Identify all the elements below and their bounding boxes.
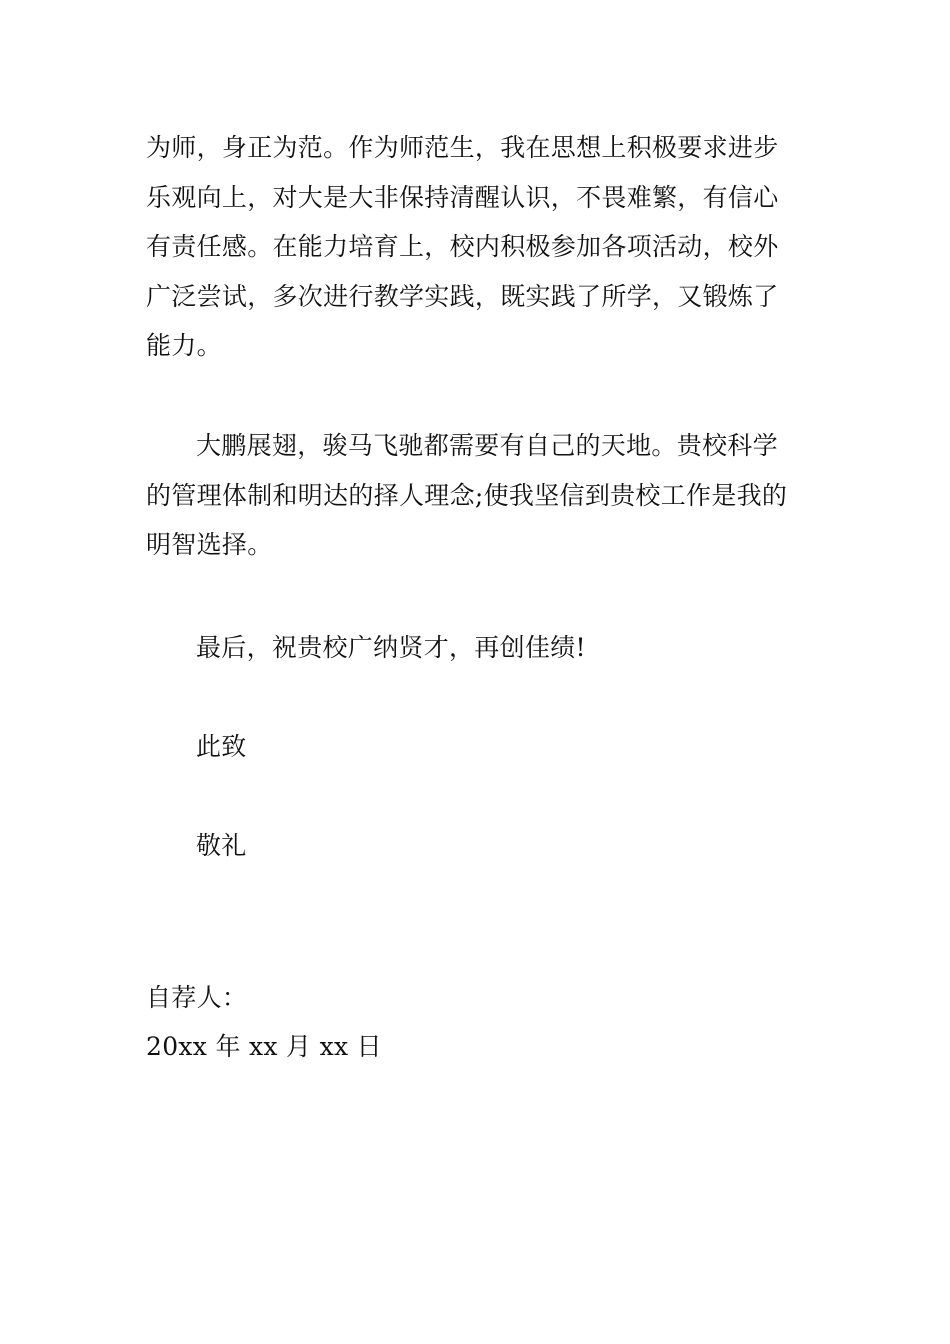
paragraph-line: 大鹏展翅，骏马飞驰都需要有自己的天地。贵校科学: [196, 431, 778, 460]
paragraph-school-praise: [146, 421, 806, 570]
signer-label: 自荐人：: [146, 983, 248, 1012]
paragraph-line: 为师，身正为范。作为师范生，我在思想上积极要求进步: [146, 133, 779, 162]
paragraph-line: 能力。: [146, 331, 222, 360]
closing-wish: 最后，祝贵校广纳贤才，再创佳绩!: [196, 633, 586, 662]
paragraph-line: 乐观向上，对大是大非保持清醒认识，不畏难繁，有信心: [146, 182, 779, 212]
paragraph-line: 有责任感。在能力培育上，校内积极参加各项活动，校外: [146, 232, 779, 261]
salutation-line-1: 此致: [196, 732, 247, 761]
paragraph-line: 广泛尝试，多次进行教学实践，既实践了所学，又锻炼了: [146, 281, 779, 311]
paragraph-line: 明智选择。: [146, 530, 273, 559]
paragraph-line: 的管理体制和明达的择人理念;使我坚信到贵校工作是我的: [146, 480, 788, 510]
salutation-line-2: 敬礼: [196, 831, 247, 860]
paragraph-self-assessment: [146, 123, 806, 371]
date-line: 20xx 年 xx 月 xx 日: [146, 1032, 382, 1061]
